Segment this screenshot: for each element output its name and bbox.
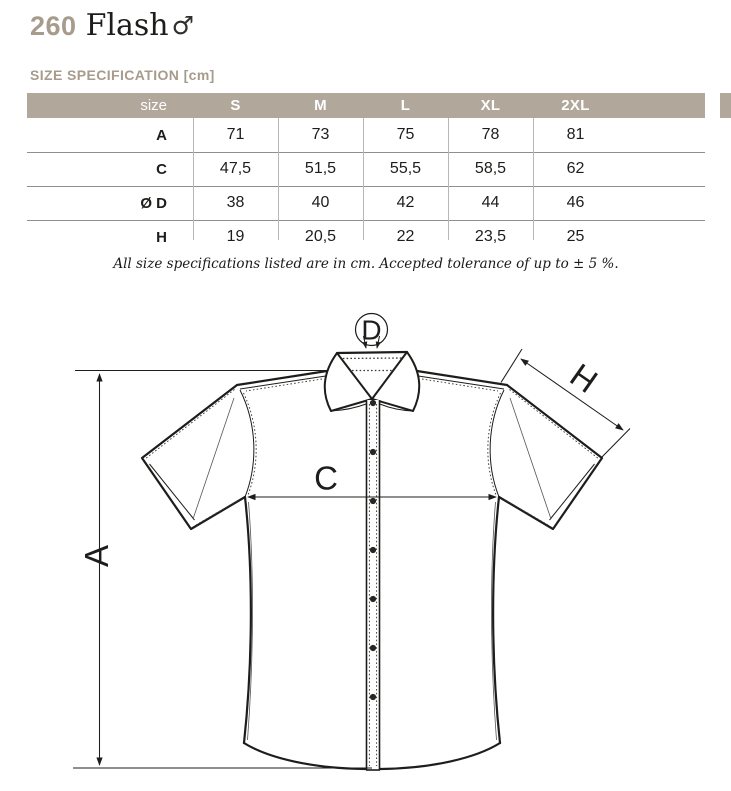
button-placket xyxy=(366,400,380,770)
table-cell: 44 xyxy=(481,194,500,211)
dim-h-extension-1 xyxy=(501,349,522,383)
table-cell: 47,5 xyxy=(219,160,252,177)
product-code: 260 xyxy=(30,11,77,41)
table-cell: 40 xyxy=(311,194,330,211)
column-header-2xl: 2XL xyxy=(561,97,590,114)
column-header-l: L xyxy=(400,97,411,114)
table-cell: 19 xyxy=(226,228,245,245)
table-cell: 46 xyxy=(566,194,585,211)
table-cell: 22 xyxy=(396,228,415,245)
column-header-m: M xyxy=(314,97,327,114)
dim-label-d: D xyxy=(361,314,382,346)
table-cell: 25 xyxy=(566,228,585,245)
table-cell: 62 xyxy=(566,160,585,177)
table-cell: 38 xyxy=(226,194,245,211)
male-gender-icon: ♂ xyxy=(171,11,194,40)
dim-label-h: H xyxy=(563,356,605,400)
table-cell: 75 xyxy=(396,126,415,143)
row-label: A xyxy=(156,126,167,144)
table-cell: 71 xyxy=(226,126,245,143)
table-cell: 23,5 xyxy=(474,228,507,245)
product-name: Flash xyxy=(85,8,169,43)
table-cell: 42 xyxy=(396,194,415,211)
table-cell: 81 xyxy=(566,126,585,143)
dim-label-a: A xyxy=(78,544,115,568)
dim-h-extension-2 xyxy=(602,429,631,458)
row-label: H xyxy=(156,228,167,246)
row-label: Ø D xyxy=(140,194,167,212)
dim-label-c: C xyxy=(314,459,338,497)
column-header-s: S xyxy=(230,97,241,114)
table-corner-label: size xyxy=(140,97,167,114)
table-cell: 58,5 xyxy=(474,160,507,177)
row-label: C xyxy=(156,160,167,178)
table-cell: 78 xyxy=(481,126,500,143)
column-header-xl: XL xyxy=(480,97,501,114)
table-cell: 20,5 xyxy=(304,228,337,245)
table-cell: 55,5 xyxy=(389,160,422,177)
section-title: SIZE SPECIFICATION [cm] xyxy=(30,67,215,83)
tolerance-note: All size specifications listed are in cm. Accepted tolerance of up to ± 5 %. xyxy=(113,256,619,272)
table-cell: 51,5 xyxy=(304,160,337,177)
table-cell: 73 xyxy=(311,126,330,143)
